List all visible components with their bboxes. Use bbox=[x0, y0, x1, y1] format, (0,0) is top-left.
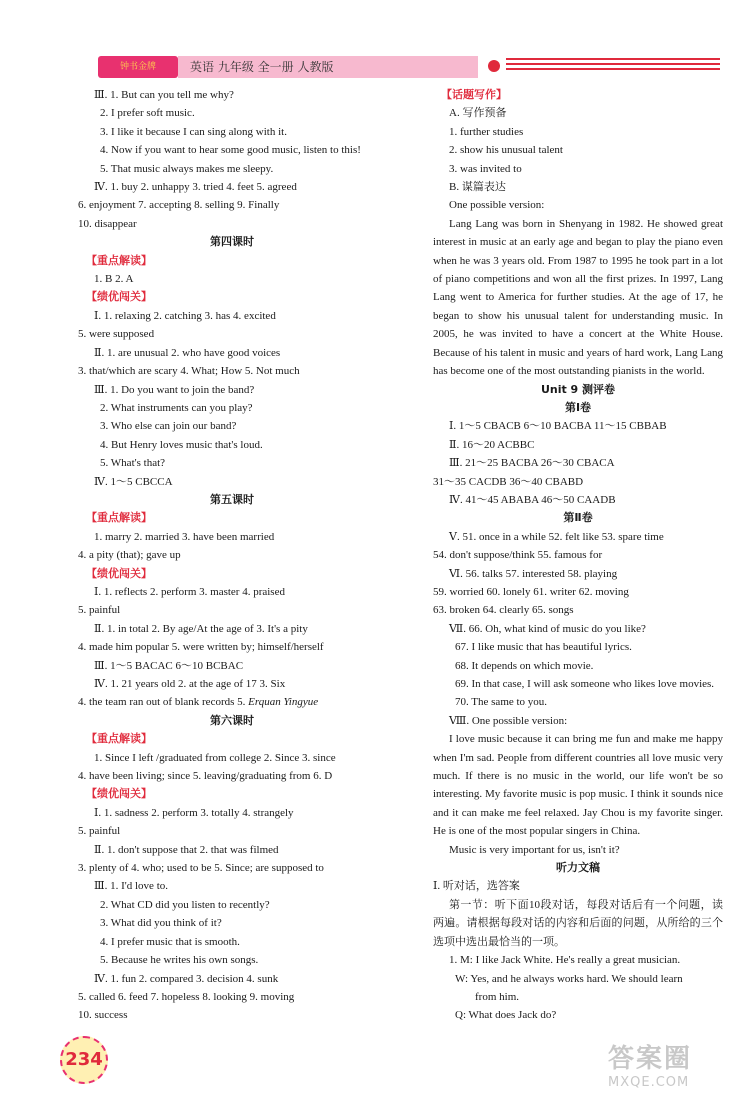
line-text: 第五课时 bbox=[210, 492, 254, 506]
section-tag bbox=[78, 730, 386, 748]
line-text: 4. Now if you want to hear some good music, listen to this! bbox=[100, 144, 361, 157]
answer-line bbox=[433, 454, 723, 472]
answer-line bbox=[433, 123, 723, 141]
line-text: 【绩优闯关】 bbox=[86, 787, 152, 801]
answer-line bbox=[78, 270, 386, 288]
answer-line bbox=[78, 436, 386, 454]
answer-line bbox=[78, 196, 386, 214]
line-text: 59. worried 60. lonely 61. writer 62. moving bbox=[433, 585, 629, 598]
right-column bbox=[433, 86, 723, 1025]
section-heading bbox=[433, 381, 723, 399]
answer-line bbox=[433, 620, 723, 638]
header-dot-icon bbox=[488, 60, 500, 72]
line-text: 5. painful bbox=[78, 825, 121, 838]
line-text: 4. made him popular 5. were written by; himself/herself bbox=[78, 641, 324, 654]
line-text: 1. M: I like Jack White. He's really a great musician. bbox=[449, 954, 681, 967]
line-text: 54. don't suppose/think 55. famous for bbox=[433, 549, 603, 562]
answer-line bbox=[433, 565, 723, 583]
answer-line bbox=[78, 693, 386, 711]
answer-line bbox=[78, 657, 386, 675]
line-text: Lang Lang was born in Shenyang in 1982. He showed great interest in music at an early age and began to play the piano even when he was 3 years old. From 1987 to 1995 he took part in a lot of piano competitions and won all the first prizes. In 1997, Lang Lang went to America for further studies. At the age of 17, he began to show his unusual talent for understanding music. In 2005, he was invited to have a concert at the White House. Because of his talent in music and years of hard work, Lang Lang has become one of the most outstanding pianists in the world. bbox=[433, 217, 723, 378]
line-text: 5. What's that? bbox=[100, 457, 166, 470]
answer-line bbox=[433, 178, 723, 196]
page-header bbox=[78, 52, 722, 82]
answer-line bbox=[433, 841, 723, 859]
section-tag bbox=[78, 252, 386, 270]
line-text: 第六课时 bbox=[210, 713, 254, 727]
answer-line bbox=[78, 123, 386, 141]
italic-text: Erquan Yingyue bbox=[248, 696, 319, 709]
line-text: Ⅲ. 1. But can you tell me why? bbox=[94, 89, 234, 101]
line-text: I love music because it can bring me fun and make me happy when I'm sad. People from different countries all love music very much. If there is no music in the world, our life won't be so interesting. My favorite music is pop music. I think it sounds nice and it can make me feel relaxed. Jay Chou is my favorite singer. He is one of the most popular singers in China. bbox=[433, 733, 723, 838]
book-title-band bbox=[178, 56, 478, 78]
line-text: 2. show his unusual talent bbox=[449, 144, 563, 157]
line-text: 3. was invited to bbox=[449, 162, 522, 175]
line-text: Ⅰ. 听对话，选答案 bbox=[433, 880, 520, 893]
section-tag bbox=[78, 288, 386, 306]
line-text: 第四课时 bbox=[210, 235, 254, 249]
answer-line bbox=[78, 473, 386, 491]
line-text: Ⅷ. One possible version: bbox=[449, 714, 568, 727]
line-text: 10. success bbox=[78, 1009, 128, 1022]
answer-line bbox=[78, 620, 386, 638]
section-heading bbox=[78, 712, 386, 730]
answer-line bbox=[78, 104, 386, 122]
line-text: 5. painful bbox=[78, 604, 121, 617]
section-tag bbox=[78, 509, 386, 527]
line-text: 【重点解读】 bbox=[86, 511, 152, 525]
line-text: Ⅳ. 1. fun 2. compared 3. decision 4. sunk bbox=[94, 972, 279, 985]
line-text: Music is very important for us, isn't it? bbox=[449, 843, 620, 856]
line-text: 1. Since I left /graduated from college 2. Since 3. since bbox=[94, 751, 336, 764]
watermark-url: MXQE.COM bbox=[608, 1075, 690, 1090]
line-text: Ⅰ. 1. relaxing 2. catching 3. has 4. excited bbox=[94, 309, 276, 322]
line-text: 3. plenty of 4. who; used to be 5. Since; are supposed to bbox=[78, 862, 324, 875]
paragraph bbox=[433, 730, 723, 840]
line-text: 4. have been living; since 5. leaving/graduating from 6. D bbox=[78, 770, 333, 783]
line-text: Ⅳ. 1～5 CBCCA bbox=[94, 475, 173, 488]
answer-line bbox=[433, 693, 723, 711]
answer-line bbox=[78, 988, 386, 1006]
answer-line bbox=[433, 675, 723, 693]
answer-line bbox=[78, 307, 386, 325]
section-heading bbox=[78, 233, 386, 251]
line-text: 【重点解读】 bbox=[86, 253, 152, 267]
line-text: Ⅳ. 1. 21 years old 2. at the age of 17 3. Six bbox=[94, 678, 286, 690]
line-text: from him. bbox=[475, 990, 519, 1003]
answer-line bbox=[78, 749, 386, 767]
answer-line bbox=[433, 417, 723, 435]
line-text: A. 写作预备 bbox=[449, 107, 507, 120]
line-text: 10. disappear bbox=[78, 217, 137, 230]
line-text: Unit 9 测评卷 bbox=[540, 382, 616, 396]
answer-line bbox=[78, 877, 386, 895]
line-text: 70. The same to you. bbox=[455, 696, 548, 709]
answer-line bbox=[78, 86, 386, 104]
paragraph bbox=[433, 215, 723, 381]
answer-line bbox=[78, 638, 386, 656]
line-text: 69. In that case, I will ask someone who likes love movies. bbox=[455, 678, 715, 690]
line-text: Ⅲ. 21～25 BACBA 26～30 CBACA bbox=[449, 457, 615, 470]
answer-line bbox=[433, 528, 723, 546]
section-heading bbox=[78, 491, 386, 509]
answer-line bbox=[433, 104, 723, 122]
line-text: 6. enjoyment 7. accepting 8. selling 9. Finally bbox=[78, 199, 280, 212]
section-tag bbox=[78, 785, 386, 803]
line-text: 第Ⅰ卷 bbox=[564, 400, 592, 414]
line-text: Ⅱ. 1. are unusual 2. who have good voices bbox=[94, 346, 281, 359]
answer-line bbox=[78, 546, 386, 564]
line-text: W: Yes, and he always works hard. We should learn bbox=[455, 972, 683, 985]
line-text: Ⅱ. 16～20 ACBBC bbox=[449, 438, 535, 451]
line-text: Ⅱ. 1. don't suppose that 2. that was filmed bbox=[94, 843, 279, 856]
answer-line bbox=[433, 638, 723, 656]
answer-line bbox=[78, 675, 386, 693]
watermark-text: 答案圈 bbox=[608, 1044, 693, 1074]
answer-line bbox=[78, 601, 386, 619]
line-text: 4. But Henry loves music that's loud. bbox=[100, 438, 263, 451]
answer-line bbox=[433, 951, 723, 969]
section-tag bbox=[433, 86, 723, 104]
line-text: 4. a pity (that); gave up bbox=[78, 549, 181, 562]
line-text: Ⅶ. 66. Oh, what kind of music do you like? bbox=[449, 622, 646, 635]
answer-line bbox=[433, 141, 723, 159]
answer-line bbox=[78, 841, 386, 859]
answer-line bbox=[78, 1006, 386, 1024]
answer-line bbox=[78, 344, 386, 362]
line-text: 【绩优闯关】 bbox=[86, 290, 152, 304]
line-text: 1. further studies bbox=[449, 125, 524, 138]
answer-line bbox=[78, 325, 386, 343]
answer-line bbox=[433, 1006, 723, 1024]
line-text: 31～35 CACDB 36～40 CBABD bbox=[433, 475, 584, 488]
line-text: 5. called 6. feed 7. hopeless 8. looking 9. moving bbox=[78, 990, 295, 1003]
line-text: 3. I like it because I can sing along with it. bbox=[100, 125, 287, 138]
answer-line bbox=[78, 583, 386, 601]
section-tag bbox=[78, 565, 386, 583]
watermark-logo bbox=[608, 1038, 740, 1110]
page-number: 234 bbox=[60, 1036, 108, 1084]
answer-line bbox=[78, 859, 386, 877]
answer-line bbox=[433, 970, 723, 988]
section-heading bbox=[433, 859, 723, 877]
answer-line bbox=[78, 141, 386, 159]
answer-line bbox=[78, 399, 386, 417]
answer-line bbox=[78, 160, 386, 178]
line-text: Ⅵ. 56. talks 57. interested 58. playing bbox=[449, 567, 618, 580]
line-text: Ⅳ. 41～45 ABABA 46～50 CAADB bbox=[449, 493, 616, 506]
answer-line bbox=[433, 196, 723, 214]
line-text: Ⅳ. 1. buy 2. unhappy 3. tried 4. feet 5. agreed bbox=[94, 181, 297, 194]
answer-line bbox=[433, 877, 723, 895]
answer-line bbox=[78, 417, 386, 435]
line-text: 4. I prefer music that is smooth. bbox=[100, 935, 240, 948]
line-text: 5. That music always makes me sleepy. bbox=[100, 162, 274, 175]
line-text: 【话题写作】 bbox=[441, 88, 507, 101]
line-text: 1. marry 2. married 3. have been married bbox=[94, 530, 275, 543]
answer-line bbox=[433, 601, 723, 619]
line-text: Ⅰ. 1. sadness 2. perform 3. totally 4. strangely bbox=[94, 806, 294, 819]
line-text: 第一节：听下面10段对话，每段对话后有一个问题，读两遍。请根据每段对话的内容和后面的问题，从所给的三个选项中选出最恰当的一项。 bbox=[433, 898, 723, 948]
answer-line bbox=[433, 546, 723, 564]
line-text: B. 谋篇表达 bbox=[449, 181, 506, 194]
answer-line bbox=[433, 988, 723, 1006]
answer-line bbox=[78, 215, 386, 233]
section-heading bbox=[433, 509, 723, 527]
answer-line bbox=[78, 767, 386, 785]
answer-line bbox=[78, 454, 386, 472]
line-text: 2. I prefer soft music. bbox=[100, 107, 195, 120]
book-title: 英语 九年级 全一册 人教版 bbox=[190, 60, 334, 74]
series-tag: 钟书金牌 bbox=[98, 56, 178, 78]
answer-line bbox=[433, 160, 723, 178]
line-text: 第Ⅱ卷 bbox=[563, 511, 593, 525]
header-rule bbox=[506, 58, 720, 60]
line-text: 2. What instruments can you play? bbox=[100, 401, 253, 414]
line-text: 2. What CD did you listen to recently? bbox=[100, 898, 270, 911]
left-column bbox=[78, 86, 386, 1025]
answer-line bbox=[433, 657, 723, 675]
line-text: Ⅰ. 1～5 CBACB 6～10 BACBA 11～15 CBBAB bbox=[449, 420, 667, 433]
line-text: 3. that/which are scary 4. What; How 5. Not much bbox=[78, 365, 300, 378]
line-text: 1. B 2. A bbox=[94, 273, 134, 286]
answer-line bbox=[433, 583, 723, 601]
answer-line bbox=[433, 473, 723, 491]
line-text: One possible version: bbox=[449, 199, 545, 212]
line-text: Ⅲ. 1～5 BACAC 6～10 BCBAC bbox=[94, 659, 244, 672]
answer-line bbox=[78, 951, 386, 969]
line-text: 3. Who else can join our band? bbox=[100, 420, 237, 433]
answer-line bbox=[78, 528, 386, 546]
line-text: 4. the team ran out of blank records 5. bbox=[78, 696, 249, 709]
line-text: 【重点解读】 bbox=[86, 732, 152, 746]
answer-line bbox=[78, 178, 386, 196]
answer-line bbox=[433, 712, 723, 730]
answer-line bbox=[433, 436, 723, 454]
answer-line bbox=[78, 970, 386, 988]
answer-line bbox=[78, 822, 386, 840]
line-text: Ⅲ. 1. Do you want to join the band? bbox=[94, 383, 255, 396]
line-text: Ⅱ. 1. in total 2. By age/At the age of 3. It's a pity bbox=[94, 622, 308, 635]
line-text: Ⅲ. 1. I'd love to. bbox=[94, 880, 168, 893]
line-text: Ⅴ. 51. once in a while 52. felt like 53. spare time bbox=[449, 530, 664, 543]
line-text: 63. broken 64. clearly 65. songs bbox=[433, 604, 574, 617]
answer-line bbox=[78, 381, 386, 399]
answer-line bbox=[78, 914, 386, 932]
answer-line bbox=[433, 491, 723, 509]
line-text: 3. What did you think of it? bbox=[100, 917, 222, 930]
line-text: Q: What does Jack do? bbox=[455, 1009, 557, 1022]
line-text: 听力文稿 bbox=[556, 861, 600, 875]
line-text: 5. were supposed bbox=[78, 328, 155, 341]
line-text: 【绩优闯关】 bbox=[86, 566, 152, 580]
line-text: 5. Because he writes his own songs. bbox=[100, 954, 259, 967]
answer-line bbox=[78, 804, 386, 822]
paragraph bbox=[433, 896, 723, 951]
header-rule bbox=[506, 68, 720, 70]
answer-line bbox=[78, 896, 386, 914]
section-heading bbox=[433, 399, 723, 417]
line-text: 67. I like music that has beautiful lyrics. bbox=[455, 641, 632, 654]
answer-line bbox=[78, 362, 386, 380]
line-text: Ⅰ. 1. reflects 2. perform 3. master 4. praised bbox=[94, 585, 285, 598]
header-rule bbox=[506, 63, 720, 65]
line-text: 68. It depends on which movie. bbox=[455, 659, 594, 672]
answer-line bbox=[78, 933, 386, 951]
